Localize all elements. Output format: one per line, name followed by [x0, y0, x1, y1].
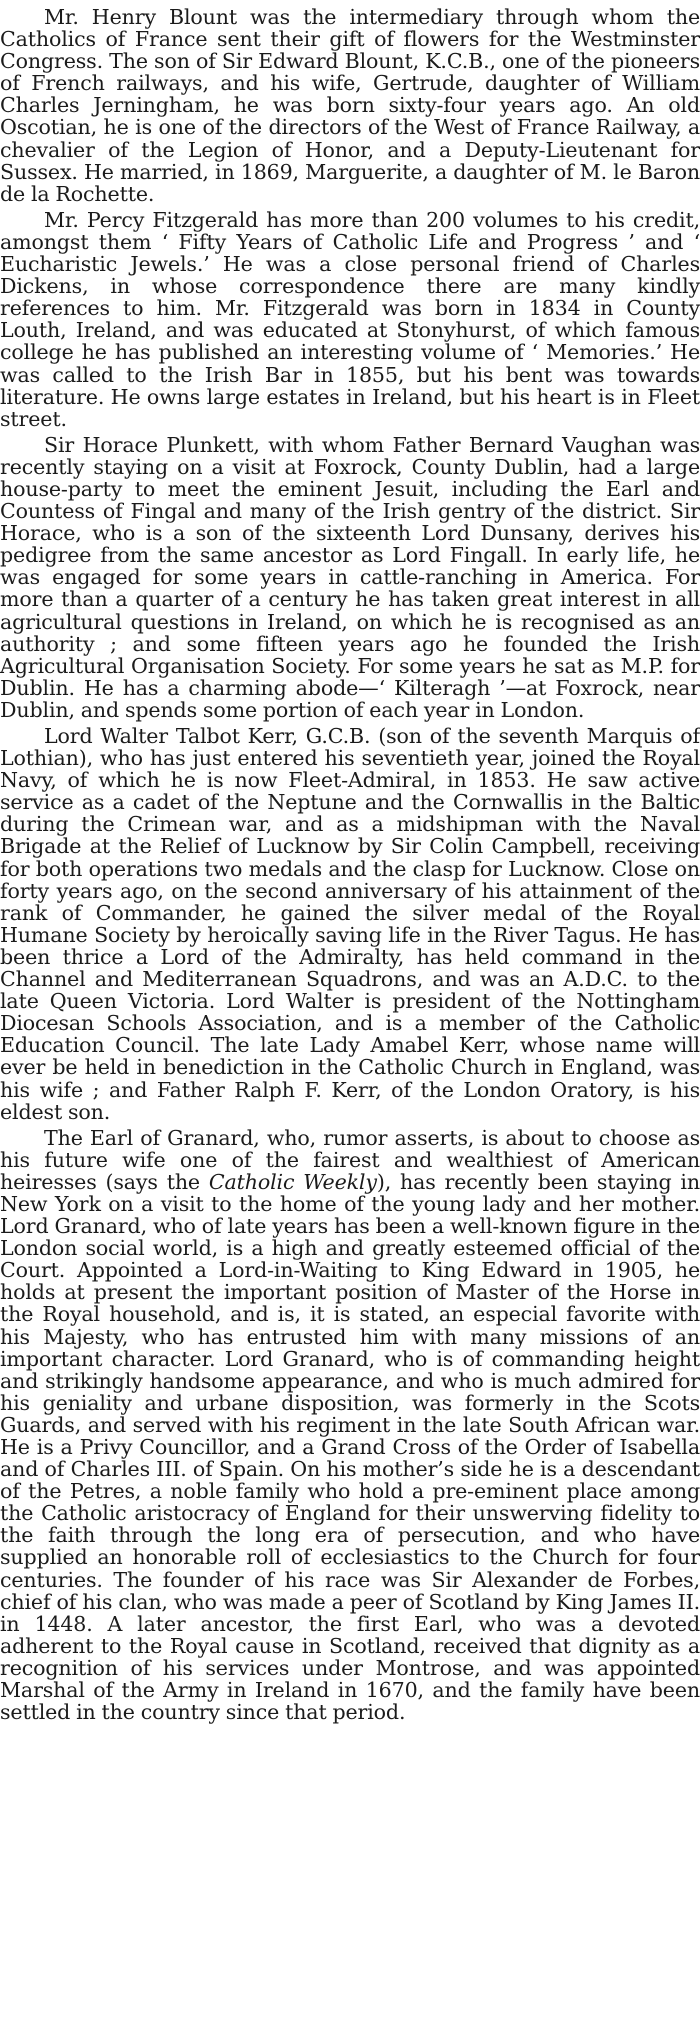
paragraph-earl-of-granard — [0, 1127, 700, 1724]
paragraph-percy-fitzgerald: Mr. Percy Fitzgerald has more than 200 volumes to his credit, amongst them ‘ Fifty Years of Catholic Life and Progress ’ and ‘ Eucharistic Jewels.’ He was a close personal friend of Charles Dickens, in whose correspondence there are many kindly references to him. Mr. Fitzgerald was born in 1834 in County Louth, Ireland, and was educated at Stonyhurst, of which famous college he has published an interesting volume of ‘ Memories.’ He was called to the Irish Bar in 1855, but his bent was towards literature. He owns large estates in Ireland, but his heart is in Fleet street. — [0, 207, 700, 431]
paragraph-walter-kerr: Lord Walter Talbot Kerr, G.C.B. (son of the seventh Marquis of Lothian), who has just entered his seventieth year, joined the Royal Navy, of which he is now Fleet-Admiral, in 1853. He saw active service as a cadet of the Neptune and the Cornwallis in the Baltic during the Crimean war, and as a midshipman with the Naval Brigade at the Relief of Lucknow by Sir Colin Campbell, receiving for both operations two medals and the clasp for Lucknow. Close on forty years ago, on the second anniversary of his attainment of the rank of Commander, he gained the silver medal of the Royal Humane Society by heroically saving life in the River Tagus. He has been thrice a Lord of the Admiralty, has held command in the Channel and Mediterranean Squadrons, and was an A.D.C. to the late Queen Victoria. Lord Walter is president of the Nottingham Diocesan Schools Association, and is a member of the Catholic Education Council. The late Lady Amabel Kerr, whose name will ever be held in benediction in the Catholic Church in England, was his wife ; and Father Ralph F. Kerr, of the London Oratory, is his eldest son. — [0, 724, 700, 1124]
granard-text-after: ), has recently been staying in New York on a visit to the home of the young lady and her mother. Lord Granard, who of late years has been a well-known figure in the London social world, is a high and greatly esteemed official of the Court. Appointed a Lord-in-Waiting to King Edward in 1905, he holds at present the important position of Master of the Horse in the Royal household, and is, it is stated, an especial favorite with his Majesty, who has entrusted him with many missions of an important character. Lord Granard, who is of commanding height and strikingly handsome appearance, and who is much admired for his geniality and urbane disposition, was formerly in the Scots Guards, and served with his regiment in the late South African war. He is a Privy Councillor, and a Grand Cross of the Order of Isabella and of Charles III. of Spain. On his mother’s side he is a descendant of the Petres, a noble family who hold a pre-eminent place among the Catholic aristocracy of England for their unswerving fidelity to the faith through the long era of persecution, and who have supplied an honorable roll of ecclesiastics to the Church for four centuries. The founder of his race was Sir Alexander de Forbes, chief of his clan, who was made a peer of Scotland by King James II. in 1448. A later ancestor, the first Earl, who was a devoted adherent to the Royal cause in Scotland, received that dignity as a recognition of his services under Montrose, and was appointed Marshal of the Army in Ireland in 1670, and the family have been settled in the country since that period. — [0, 1169, 700, 1725]
paragraph-horace-plunkett: Sir Horace Plunkett, with whom Father Bernard Vaughan was recently staying on a visit at Foxrock, County Dublin, had a large house-party to meet the eminent Jesuit, including the Earl and Countess of Fingal and many of the Irish gentry of the district. Sir Horace, who is a son of the sixteenth Lord Dunsany, derives his pedigree from the same ancestor as Lord Fingall. In early life, he was engaged for some years in cattle-ranching in America. For more than a quarter of a century he has taken great interest in all agricultural questions in Ireland, on which he is recognised as an authority ; and some fifteen years ago he founded the Irish Agricultural Organisation Society. For some years he sat as M.P. for Dublin. He has a charming abode—‘ Kilteragh ’—at Foxrock, near Dublin, and spends some portion of each year in London. — [0, 432, 700, 722]
granard-text-before: The Earl of Granard, who, rumor asserts, is about to choose as his future wife one of the fairest and wealthiest of American heiresses (says the — [0, 1125, 700, 1194]
catholic-weekly-citation: Catholic Weekly — [208, 1169, 377, 1194]
article-body — [0, 6, 700, 1723]
paragraph-henry-blount: Mr. Henry Blount was the intermediary through whom the Catholics of France sent their gift of flowers for the Westminster Congress. The son of Sir Edward Blount, K.C.B., one of the pioneers of French railways, and his wife, Gertrude, daughter of William Charles Jerningham, he was born sixty-four years ago. An old Oscotian, he is one of the directors of the West of France Railway, a chevalier of the Legion of Honor, and a Deputy-Lieutenant for Sussex. He married, in 1869, Marguerite, a daughter of M. le Baron de la Rochette. — [0, 5, 700, 206]
